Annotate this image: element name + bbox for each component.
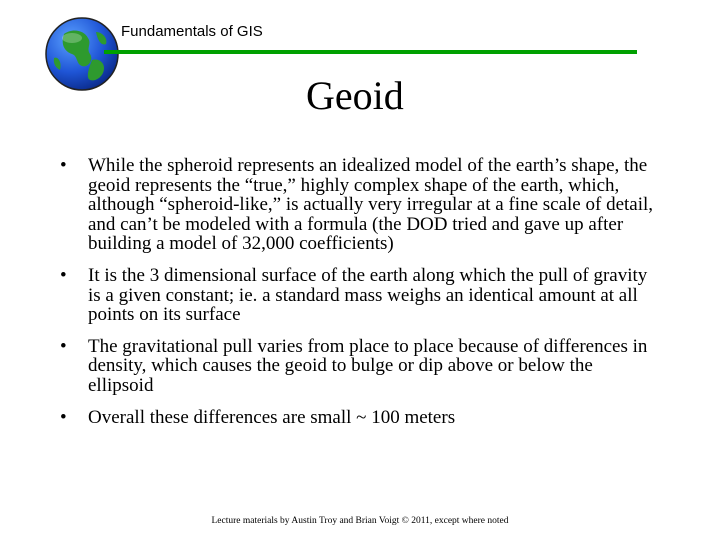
bullet-text: The gravitational pull varies from place to place because of differences in density, which causes the geoid to bulge or dip above or below the ellipsoid — [88, 335, 648, 396]
bullet-item — [60, 408, 660, 428]
bullet-text: While the spheroid represents an idealized model of the earth’s shape, the geoid represents the “true,” highly complex shape of the earth, which, although “spheroid-like,” is actually very irregular at a fine scale of detail, and can’t be modeled with a formula (the DOD tried and gave up after building a model of 32,000 coefficients) — [88, 155, 654, 255]
bullet-text: Overall these differences are small ~ 100 meters — [88, 406, 456, 428]
bullet-item — [60, 337, 660, 396]
bullet-marker: • — [60, 264, 67, 286]
bullet-text: It is the 3 dimensional surface of the earth along which the pull of gravity is a given constant; ie. a standard mass weighs an identical amount at all points on its surface — [88, 264, 648, 326]
footer-credit: Lecture materials by Austin Troy and Brian Voigt © 2011, except where noted — [211, 516, 509, 526]
bullet-marker: • — [60, 335, 67, 357]
slide-title: Geoid — [306, 73, 404, 118]
bullet-item — [60, 266, 660, 325]
course-title: Fundamentals of GIS — [121, 23, 263, 40]
bullet-list — [60, 156, 660, 439]
bullet-marker: • — [60, 406, 67, 428]
title-divider — [104, 50, 637, 54]
globe-icon — [44, 16, 120, 92]
bullet-item — [60, 156, 660, 254]
bullet-marker: • — [60, 155, 67, 176]
